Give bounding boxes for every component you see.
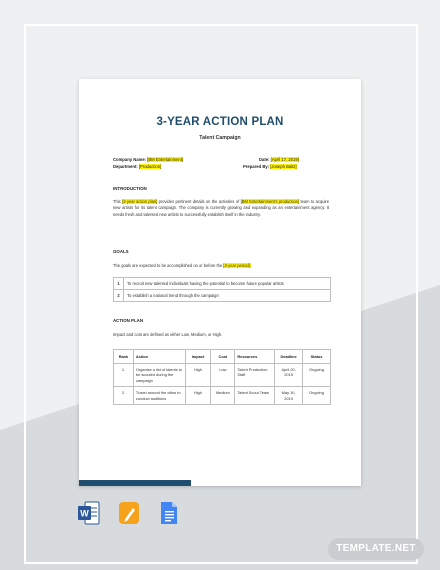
- intro-text-3: team to acquire new artists for its talent campaign. The company is currently growing and expanding as an entertainment agency. It needs fresh and talented new artists to successfully establish itself in the industry.: [113, 199, 330, 217]
- resources-cell: Talent Production Staff: [235, 364, 275, 387]
- goal-text: To establish a national trend through the campaign: [124, 290, 331, 302]
- goal-row: [114, 290, 331, 302]
- column-header-deadline: Deadline: [275, 350, 303, 364]
- resources-cell: Talent Scout Team: [235, 387, 275, 405]
- document-page: [79, 79, 361, 486]
- table-row: [114, 364, 331, 387]
- table-row: [114, 387, 331, 405]
- intro-text-1: This: [113, 199, 121, 204]
- docs-icon[interactable]: [158, 500, 180, 526]
- status-cell: Ongoing: [303, 387, 331, 405]
- pages-icon[interactable]: [118, 500, 140, 526]
- goal-text: To recruit new talented individuals having the potential to become future popular artists: [124, 278, 331, 290]
- date-row: [259, 157, 299, 162]
- column-header-rank: Rank: [114, 350, 134, 364]
- action-cell: Organize a list of talents to be scouted during the campaign: [133, 364, 185, 387]
- page-accent-bar: [79, 480, 191, 486]
- rank-cell: 1.: [114, 364, 134, 387]
- prepared-by-value: [Joseph Baltz]: [270, 164, 297, 169]
- company-name-label: Company Name:: [113, 157, 147, 162]
- column-header-cost: Cost: [211, 350, 235, 364]
- action-plan-heading: ACTION PLAN: [113, 318, 144, 323]
- column-header-resources: Resources: [235, 350, 275, 364]
- goals-intro-text: The goals are expected to be accomplished on or before the: [113, 263, 223, 268]
- date-label: Date:: [259, 157, 270, 162]
- status-cell: Ongoing: [303, 364, 331, 387]
- goals-intro-highlight: [3-year period].: [223, 263, 251, 268]
- prepared-by-row: [243, 164, 297, 169]
- company-name-value: [BM Entertainment]: [147, 157, 184, 162]
- rank-cell: 2.: [114, 387, 134, 405]
- intro-highlight-1: [3-year action plan]: [122, 199, 158, 204]
- action-plan-table: [113, 349, 331, 405]
- goals-heading: GOALS: [113, 249, 129, 254]
- goal-number: 2: [114, 290, 124, 302]
- introduction-heading: INTRODUCTION: [113, 186, 147, 191]
- intro-text-2: provides pertinent details on the activities of: [158, 199, 240, 204]
- goal-row: [114, 278, 331, 290]
- word-icon[interactable]: [78, 500, 100, 526]
- introduction-paragraph: [113, 199, 329, 218]
- deadline-cell: April 20, 2019: [275, 364, 303, 387]
- column-header-action: Action: [133, 350, 185, 364]
- document-subtitle: Talent Campaign: [199, 135, 241, 141]
- column-header-impact: Impact: [185, 350, 211, 364]
- impact-cell: High: [185, 364, 211, 387]
- impact-cell: High: [185, 387, 211, 405]
- goal-number: 1: [114, 278, 124, 290]
- prepared-by-label: Prepared By:: [243, 164, 270, 169]
- cost-cell: Medium: [211, 387, 235, 405]
- column-header-status: Status: [303, 350, 331, 364]
- brand-watermark[interactable]: TEMPLATE.NET: [328, 538, 424, 560]
- company-name-row: [113, 157, 183, 162]
- cost-cell: Low: [211, 364, 235, 387]
- goals-table: [113, 277, 331, 302]
- department-label: Department:: [113, 164, 138, 169]
- department-row: [113, 164, 161, 169]
- word-icon-letter: W: [80, 508, 89, 519]
- action-plan-intro: Impact and cost are defined as either Low, Medium, or High.: [113, 332, 223, 337]
- date-value: [April 17, 2019]: [270, 157, 299, 162]
- document-title: 3-YEAR ACTION PLAN: [156, 116, 284, 128]
- deadline-cell: May 10, 2019: [275, 387, 303, 405]
- intro-highlight-2: [BM Entertainment's production]: [240, 199, 300, 204]
- table-header-row: [114, 350, 331, 364]
- goals-intro: [113, 263, 329, 269]
- department-value: [Production]: [138, 164, 162, 169]
- action-cell: Travel around the cities to conduct auditions: [133, 387, 185, 405]
